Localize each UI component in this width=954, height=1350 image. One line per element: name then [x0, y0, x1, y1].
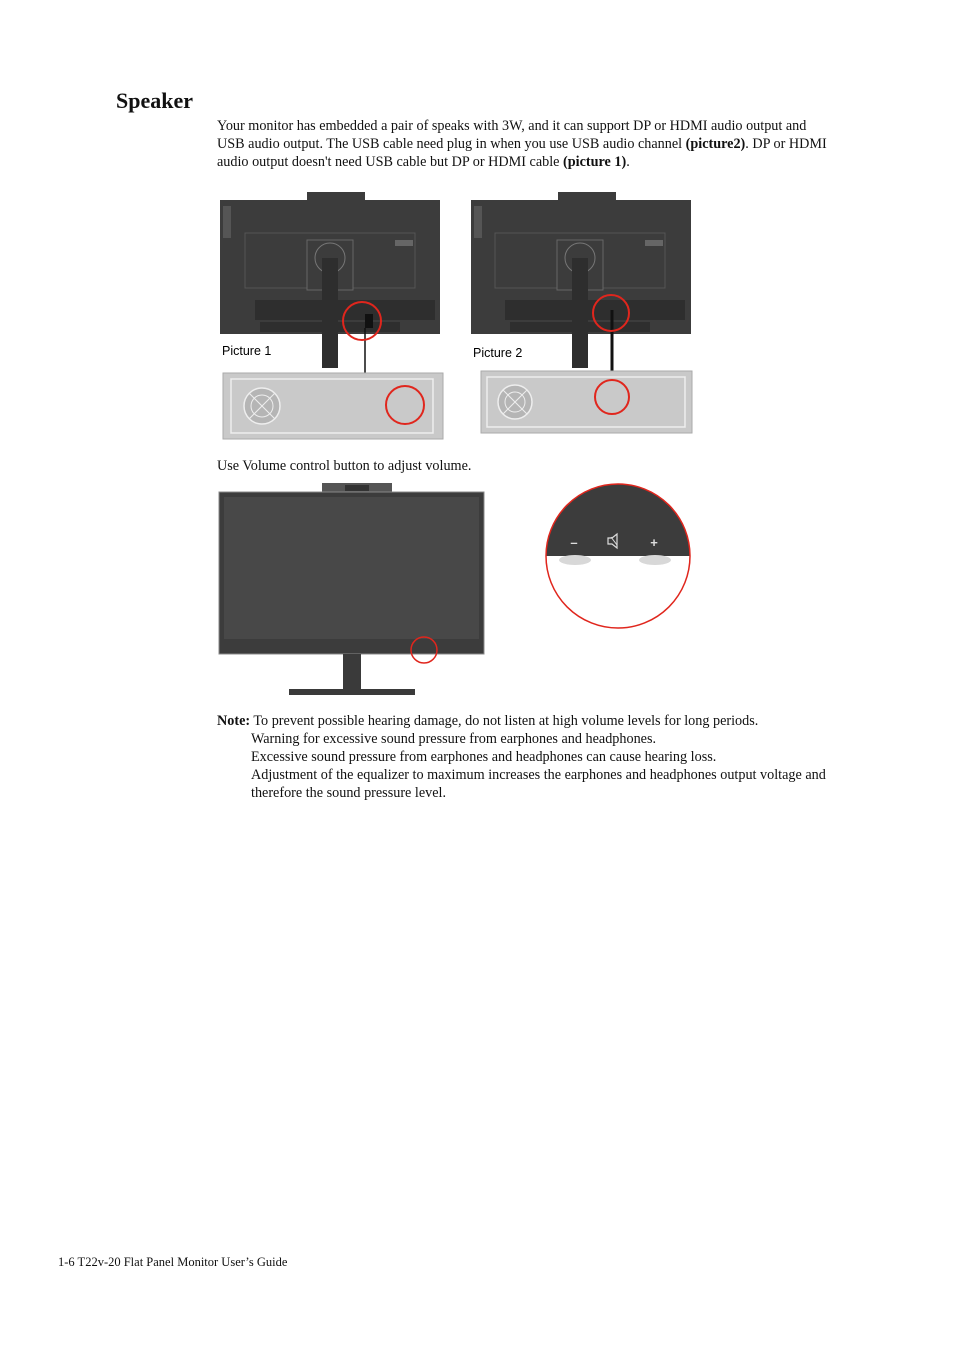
- picture-1-label: Picture 1: [222, 344, 272, 358]
- monitor-front: [219, 483, 484, 695]
- cable-connection-figure: [215, 188, 700, 444]
- intro-text-1: Your monitor has embedded a pair of speaks with 3W, and it can support DP or HDMI audio output and USB audio output. The USB cable need plug in when you use USB audio channel: [217, 118, 807, 152]
- note-line-2: Warning for excessive sound pressure from earphones and headphones.: [251, 731, 657, 747]
- monitor-back-picture-2: [471, 192, 691, 368]
- volume-instruction: Use Volume control button to adjust volume.: [217, 458, 472, 474]
- speaker-grille-icon: [498, 385, 532, 419]
- note-block: [217, 712, 837, 802]
- volume-buttons-zoom: [535, 478, 700, 565]
- monitor-back-picture-1: [220, 192, 440, 368]
- note-line-1: Note: To prevent possible hearing damage, do not listen at high volume levels for long periods.: [217, 713, 759, 729]
- volume-control-figure: [215, 478, 700, 703]
- volume-up-label: +: [650, 535, 658, 550]
- picture-2-label: Picture 2: [473, 346, 523, 360]
- intro-text-3: .: [626, 154, 630, 170]
- section-heading: Speaker: [116, 88, 193, 113]
- intro-paragraph: [217, 117, 837, 171]
- note-label: Note:: [217, 713, 251, 729]
- intro-text-2: . DP or HDMI audio output doesn't need USB cable but DP or HDMI cable: [217, 136, 827, 170]
- page-footer: 1-6 T22v-20 Flat Panel Monitor User’s Guide: [58, 1255, 288, 1269]
- note-line-4: Adjustment of the equalizer to maximum increases the earphones and headphones output voltage and therefore the sound pressure level.: [251, 767, 826, 801]
- volume-down-label: –: [570, 535, 578, 550]
- intro-bold-picture1: (picture 1): [563, 154, 627, 170]
- intro-bold-picture2: (picture2): [685, 136, 746, 152]
- note-line-3: Excessive sound pressure from earphones and headphones can cause hearing loss.: [251, 749, 717, 765]
- speaker-grille-icon: [244, 388, 280, 424]
